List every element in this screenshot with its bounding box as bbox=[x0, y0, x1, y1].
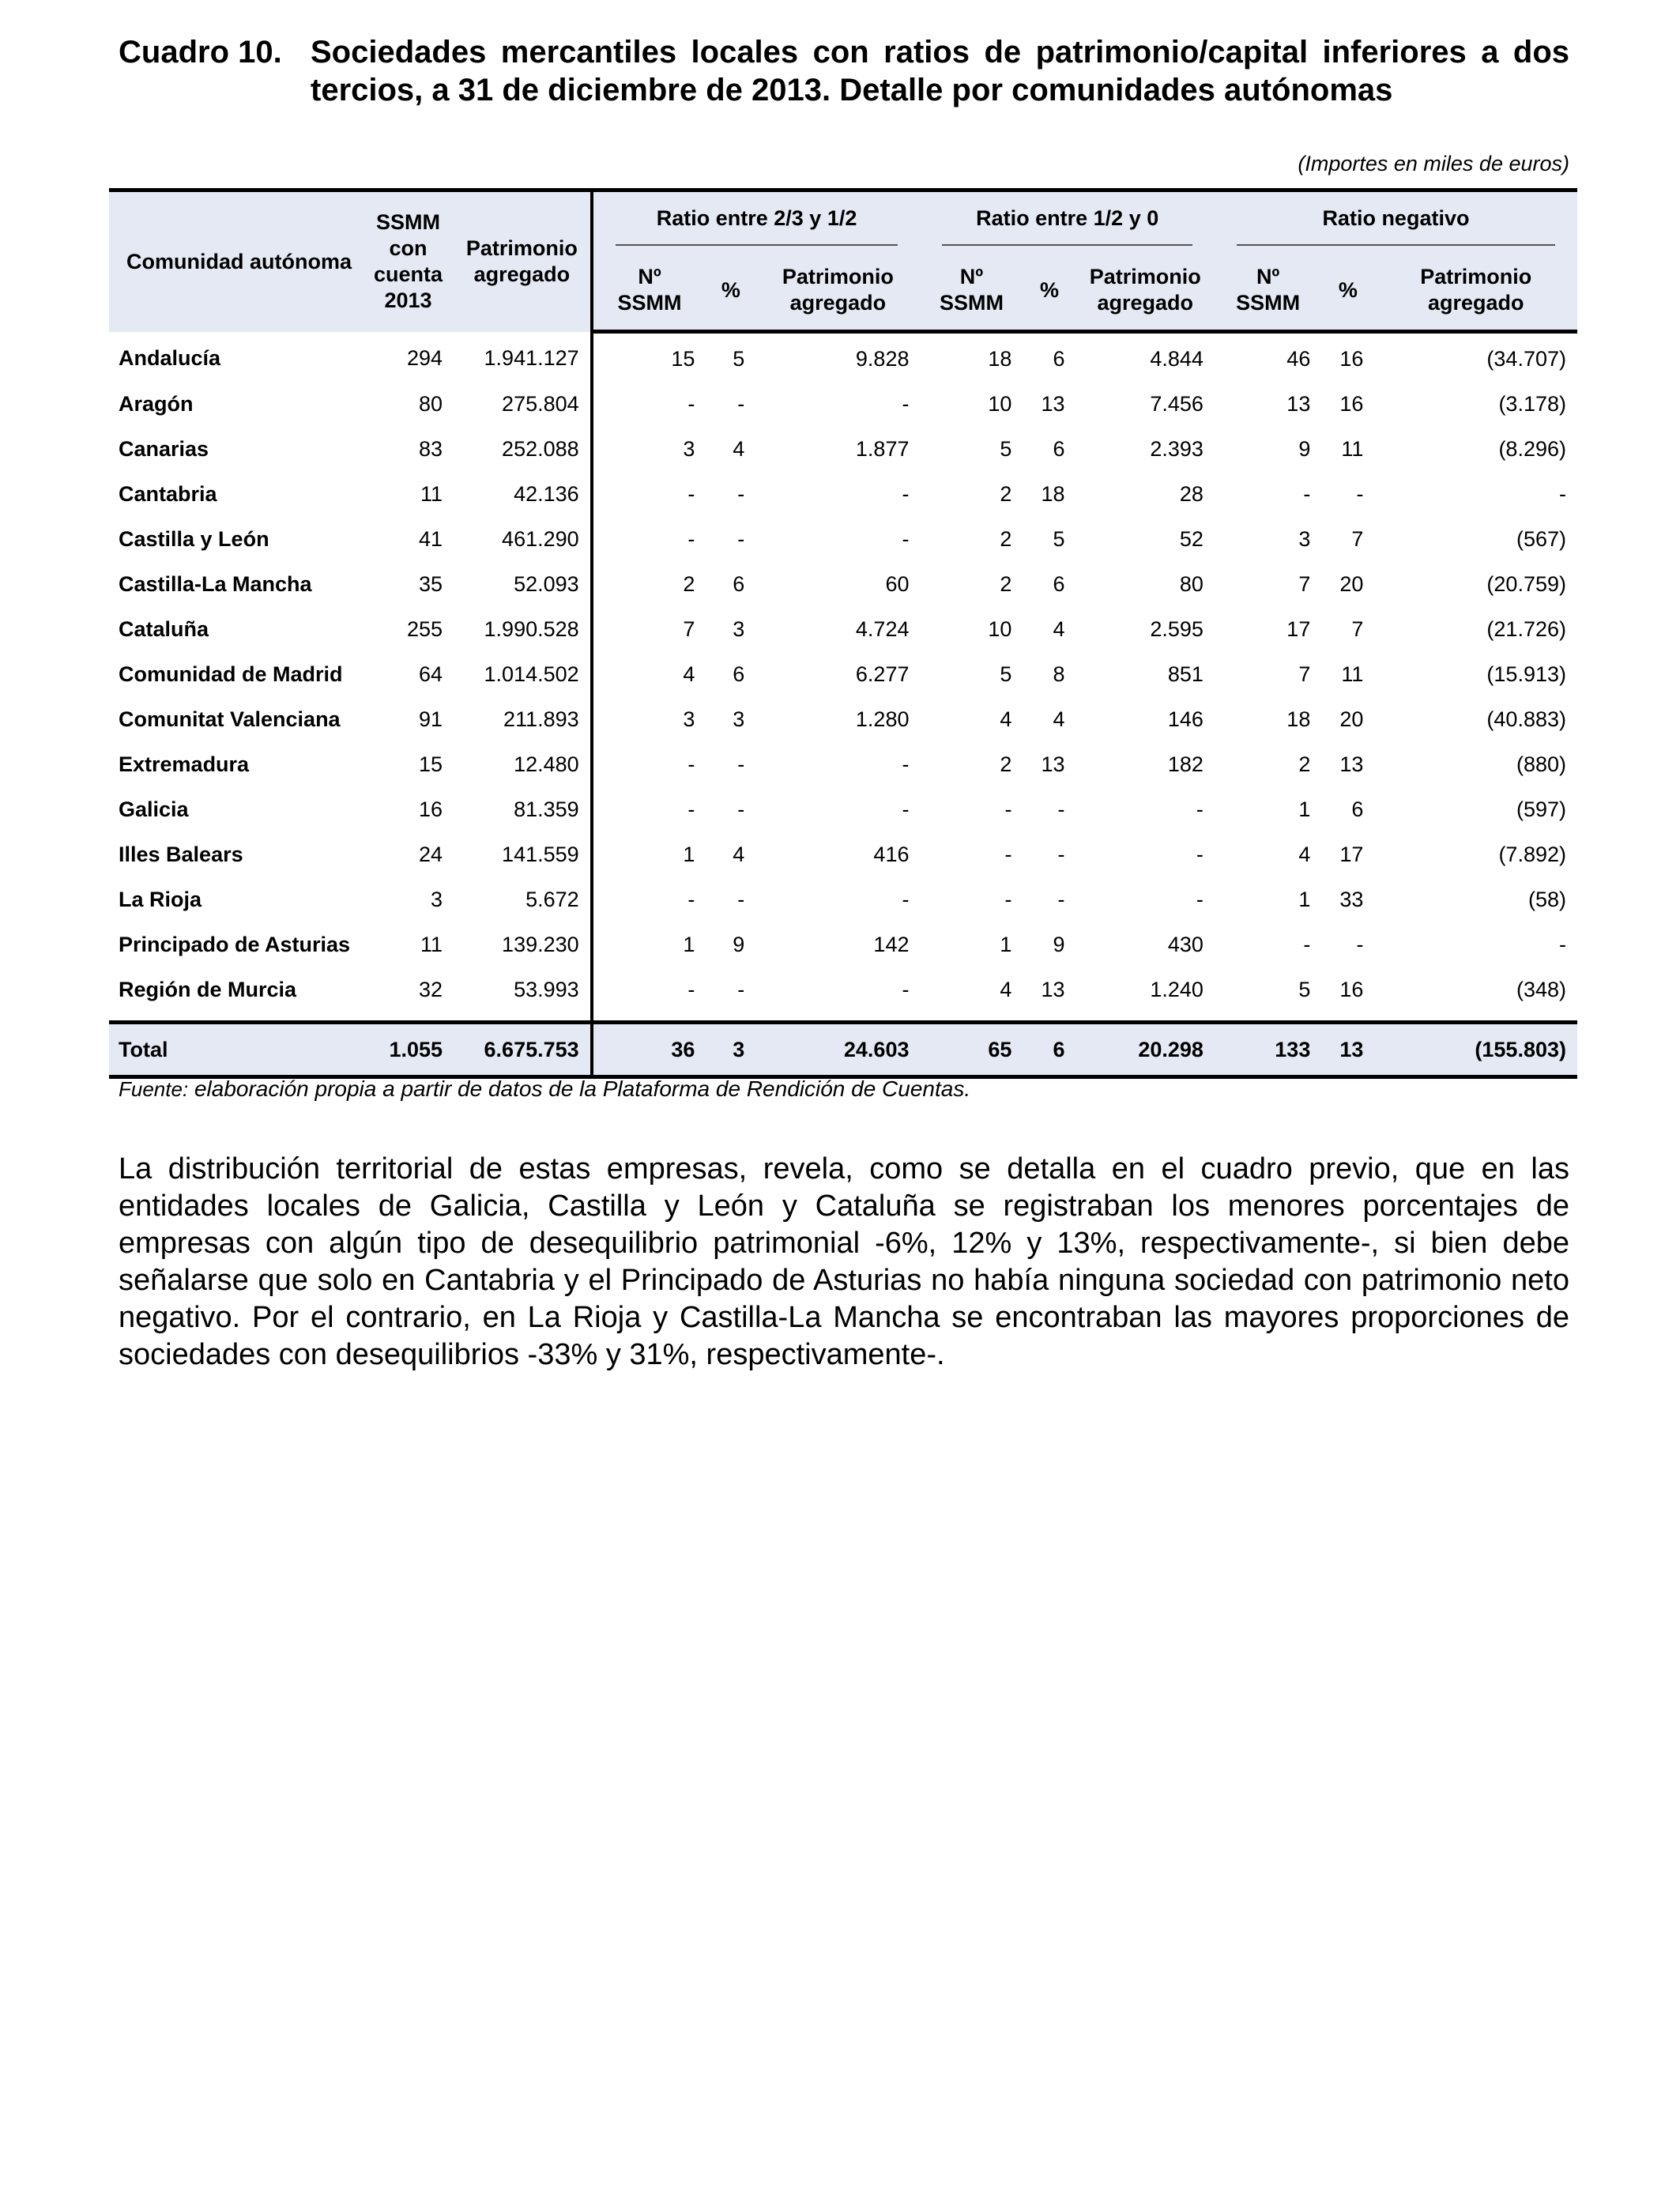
table-cell: - bbox=[902, 527, 910, 551]
table-cell: 6 bbox=[733, 662, 745, 686]
table-row bbox=[109, 562, 1577, 607]
table-cell: 461.290 bbox=[502, 527, 579, 551]
table-cell: 11 bbox=[1341, 437, 1364, 461]
table-caption bbox=[119, 33, 1569, 109]
table-cell: 416 bbox=[873, 843, 910, 866]
row-label: Galicia bbox=[119, 797, 189, 821]
table-cell: 36 bbox=[592, 1023, 706, 1077]
table-cell: 13 bbox=[1041, 978, 1065, 1001]
table-cell: 80 bbox=[418, 392, 443, 416]
table-cell: - bbox=[1356, 933, 1364, 956]
table-cell: 20 bbox=[1339, 572, 1364, 596]
caption-text: Sociedades mercantiles locales con ratios de patrimonio/capital inferiores a dos tercios, a 31 de diciembre de 2013. Detalle por comunidades autónomas bbox=[311, 35, 1569, 107]
table-cell: - bbox=[1004, 843, 1012, 866]
table-cell: 2 bbox=[1000, 482, 1012, 506]
row-label: Canarias bbox=[119, 437, 209, 461]
table-cell: 7 bbox=[1351, 617, 1364, 641]
table-cell: 139.230 bbox=[502, 933, 579, 956]
table-cell: 7 bbox=[1298, 662, 1311, 686]
subheader-patrimonio: Patrimonio agregado bbox=[1076, 251, 1215, 332]
table-cell: 1.055 bbox=[363, 1023, 454, 1077]
table-cell: 7 bbox=[1298, 572, 1311, 596]
table-cell: 3 bbox=[592, 697, 706, 742]
subheader-patrimonio: Patrimonio agregado bbox=[755, 251, 920, 332]
table-cell: - bbox=[592, 382, 706, 427]
table-cell: 8 bbox=[1053, 662, 1065, 686]
row-label: Illes Balears bbox=[119, 843, 243, 866]
table-cell: 3 bbox=[733, 617, 745, 641]
table-cell: 1.240 bbox=[1150, 978, 1203, 1001]
table-cell: - bbox=[1196, 843, 1203, 866]
table-row bbox=[109, 742, 1577, 787]
table-cell: - bbox=[592, 472, 706, 517]
table-cell: - bbox=[902, 797, 910, 821]
table-row bbox=[109, 332, 1577, 383]
table-cell: 11 bbox=[420, 933, 443, 956]
table-cell: (567) bbox=[1516, 527, 1566, 551]
row-label: Castilla-La Mancha bbox=[119, 572, 312, 596]
table-cell: 252.088 bbox=[502, 437, 579, 461]
table-cell: - bbox=[737, 888, 745, 911]
table-cell: - bbox=[1004, 888, 1012, 911]
table-cell: 142 bbox=[873, 933, 910, 956]
table-cell: 7.456 bbox=[1150, 392, 1203, 416]
row-label: Total bbox=[109, 1023, 363, 1077]
table-cell: 2 bbox=[592, 562, 706, 607]
table-body bbox=[109, 332, 1577, 1077]
table-cell: 16 bbox=[1339, 347, 1364, 371]
table-cell: - bbox=[737, 797, 745, 821]
table-cell: 6 bbox=[1053, 572, 1065, 596]
table-cell: - bbox=[902, 978, 910, 1001]
table-cell: 2.595 bbox=[1150, 617, 1203, 641]
table-cell: - bbox=[1057, 843, 1065, 866]
body-paragraph: La distribución territorial de estas empresas, revela, como se detalla en el cuadro previo, que en las entidades locales de Galicia, Castilla y León y Cataluña se registraban los menores porcentajes de empresas con algún tipo de desequilibrio patrimonial -6%, 12% y 13%, respectivamente-, si bien debe señalarse que solo en Cantabria y el Principado de Asturias no había ninguna sociedad con patrimonio neto negativo. Por el contrario, en La Rioja y Castilla-La Mancha se encontraban las mayores proporciones de sociedades con desequilibrios -33% y 31%, respectivamente-. bbox=[119, 1152, 1569, 1371]
table-cell: - bbox=[592, 877, 706, 922]
table-cell: 16 bbox=[1339, 392, 1364, 416]
table-row bbox=[109, 832, 1577, 877]
table-cell: 6 bbox=[1023, 1023, 1075, 1077]
table-cell: 64 bbox=[418, 662, 443, 686]
table-cell: 1 bbox=[1298, 888, 1311, 911]
row-label: Aragón bbox=[119, 392, 194, 416]
table-cell: - bbox=[592, 742, 706, 787]
table-cell: 11 bbox=[1341, 662, 1364, 686]
table-cell: 4 bbox=[1053, 707, 1065, 731]
table-cell: 5 bbox=[1000, 662, 1012, 686]
table-cell: 1 bbox=[592, 922, 706, 967]
table-cell: (40.883) bbox=[1486, 707, 1566, 731]
table-cell: 2 bbox=[1000, 752, 1012, 776]
table-cell: (15.913) bbox=[1486, 662, 1566, 686]
table-cell: 275.804 bbox=[502, 392, 579, 416]
table-cell: 1.941.127 bbox=[484, 345, 579, 370]
table-cell: 7 bbox=[1351, 527, 1364, 551]
table-cell: 2.393 bbox=[1150, 437, 1203, 461]
table-row bbox=[109, 382, 1577, 427]
subheader-n: Nº SSMM bbox=[592, 251, 706, 332]
table-row bbox=[109, 427, 1577, 472]
row-label: Cataluña bbox=[119, 617, 209, 641]
table-cell: - bbox=[737, 392, 745, 416]
table-cell: 3 bbox=[592, 427, 706, 472]
table-cell: 15 bbox=[418, 752, 443, 776]
units-note: (Importes en miles de euros) bbox=[1298, 152, 1569, 175]
table-cell: - bbox=[592, 967, 706, 1012]
table-cell: 4 bbox=[592, 652, 706, 697]
source-note bbox=[119, 1076, 970, 1102]
table-cell: 52 bbox=[1179, 527, 1203, 551]
table-cell: 1 bbox=[1000, 933, 1012, 956]
table-cell: - bbox=[737, 752, 745, 776]
table-cell: 18 bbox=[1286, 707, 1311, 731]
table-cell: 1.014.502 bbox=[484, 662, 579, 686]
table-cell: 13 bbox=[1286, 392, 1311, 416]
table-cell: 16 bbox=[1339, 978, 1364, 1001]
header-ssmm: SSMM con cuenta 2013 bbox=[363, 190, 454, 332]
table-cell: 83 bbox=[418, 437, 443, 461]
table-cell: - bbox=[737, 527, 745, 551]
table-cell: 3 bbox=[733, 707, 745, 731]
table-cell: - bbox=[1196, 888, 1203, 911]
table-cell: - bbox=[1559, 933, 1566, 956]
table-cell: 6.277 bbox=[855, 662, 910, 686]
table-cell: (348) bbox=[1516, 978, 1566, 1001]
source-text: elaboración propia a partir de datos de la Plataforma de Rendición de Cuentas. bbox=[194, 1076, 971, 1101]
table-row bbox=[109, 607, 1577, 652]
table-row bbox=[109, 517, 1577, 562]
table-cell: 1.877 bbox=[855, 437, 910, 461]
table-cell: 24.603 bbox=[755, 1023, 920, 1077]
table-cell: - bbox=[902, 752, 910, 776]
table-row bbox=[109, 967, 1577, 1012]
table-cell: 13 bbox=[1041, 752, 1065, 776]
table-cell: - bbox=[737, 482, 745, 506]
table-cell: - bbox=[902, 888, 910, 911]
table-cell: (7.892) bbox=[1498, 843, 1566, 866]
table-row bbox=[109, 877, 1577, 922]
row-label: Andalucía bbox=[119, 345, 221, 370]
table-cell: 81.359 bbox=[514, 797, 579, 821]
row-label: Cantabria bbox=[119, 482, 217, 506]
table-cell: 65 bbox=[920, 1023, 1023, 1077]
table-cell: 20.298 bbox=[1076, 1023, 1215, 1077]
table-cell: 4 bbox=[1000, 978, 1012, 1001]
table-cell: 6 bbox=[1053, 347, 1065, 371]
table-cell: 3 bbox=[430, 888, 443, 911]
table-cell: 33 bbox=[1339, 888, 1364, 911]
table-cell: 10 bbox=[988, 617, 1012, 641]
table-cell: (21.726) bbox=[1486, 617, 1566, 641]
source-label: Fuente: bbox=[119, 1077, 189, 1101]
data-table bbox=[109, 188, 1577, 1079]
table-cell: 18 bbox=[1041, 482, 1065, 506]
table-cell: 52.093 bbox=[514, 572, 579, 596]
table-cell: - bbox=[1004, 797, 1012, 821]
header-community: Comunidad autónoma bbox=[109, 190, 363, 332]
table-cell: - bbox=[1303, 482, 1311, 506]
header-group-1: Ratio entre 2/3 y 1/2 bbox=[592, 190, 921, 251]
table-cell: 18 bbox=[988, 347, 1012, 371]
table-cell: 2 bbox=[1298, 752, 1311, 776]
table-cell: 20 bbox=[1339, 707, 1364, 731]
table-row bbox=[109, 787, 1577, 832]
table-cell: 91 bbox=[418, 707, 443, 731]
table-cell: 133 bbox=[1215, 1023, 1321, 1077]
table-cell: 13 bbox=[1321, 1023, 1374, 1077]
row-label: Castilla y León bbox=[119, 527, 269, 551]
table-cell: - bbox=[1356, 482, 1364, 506]
spacer-row bbox=[109, 1012, 1577, 1023]
table-cell: 9 bbox=[1053, 933, 1065, 956]
table-cell: (155.803) bbox=[1374, 1023, 1577, 1077]
table-cell: - bbox=[902, 392, 910, 416]
table-cell: 24 bbox=[418, 843, 443, 866]
table-cell: 5 bbox=[1298, 978, 1311, 1001]
table-cell: 5 bbox=[1053, 527, 1065, 551]
table-cell: 2 bbox=[1000, 572, 1012, 596]
table-cell: (20.759) bbox=[1486, 572, 1566, 596]
table-cell: 1.990.528 bbox=[484, 617, 579, 641]
row-label: Principado de Asturias bbox=[119, 933, 351, 956]
table-cell: 11 bbox=[420, 482, 443, 506]
header-group-2: Ratio entre 1/2 y 0 bbox=[920, 190, 1214, 251]
row-label: Comunidad de Madrid bbox=[119, 662, 343, 686]
table-cell: 35 bbox=[418, 572, 443, 596]
header-patrimonio: Patrimonio agregado bbox=[454, 190, 592, 332]
table-cell: 5 bbox=[1000, 437, 1012, 461]
table-cell: 42.136 bbox=[514, 482, 579, 506]
row-label: Región de Murcia bbox=[119, 978, 297, 1001]
table-row bbox=[109, 472, 1577, 517]
table-cell: 5 bbox=[733, 347, 745, 371]
row-label: Comunitat Valenciana bbox=[119, 707, 341, 731]
table-cell: 41 bbox=[418, 527, 443, 551]
table-cell: 1 bbox=[592, 832, 706, 877]
table-cell: 3 bbox=[1298, 527, 1311, 551]
table-cell: - bbox=[1057, 797, 1065, 821]
table-cell: 5.672 bbox=[525, 888, 579, 911]
table-cell: 1.280 bbox=[855, 707, 910, 731]
table-cell: 12.480 bbox=[514, 752, 579, 776]
table-cell: 53.993 bbox=[514, 978, 579, 1001]
caption-number: Cuadro 10. bbox=[119, 35, 282, 70]
table-cell: (34.707) bbox=[1486, 347, 1566, 371]
subheader-pct: % bbox=[1023, 251, 1075, 332]
table-cell: 211.893 bbox=[503, 707, 579, 731]
table-cell: - bbox=[592, 787, 706, 832]
table-cell: 80 bbox=[1179, 572, 1203, 596]
table-cell: (8.296) bbox=[1498, 437, 1566, 461]
table-cell: 6 bbox=[1053, 437, 1065, 461]
table-cell: - bbox=[592, 517, 706, 562]
table-cell: 60 bbox=[885, 572, 910, 596]
row-label: La Rioja bbox=[119, 888, 202, 911]
table-cell: - bbox=[1196, 797, 1203, 821]
table-cell: - bbox=[1303, 933, 1311, 956]
table-cell: 17 bbox=[1286, 617, 1311, 641]
table-cell: - bbox=[1057, 888, 1065, 911]
table-cell: 17 bbox=[1339, 843, 1364, 866]
table-cell: 4 bbox=[1000, 707, 1012, 731]
table-cell: - bbox=[1559, 482, 1566, 506]
header-group-3: Ratio negativo bbox=[1215, 190, 1577, 251]
table-cell: 146 bbox=[1167, 707, 1203, 731]
table-cell: 6 bbox=[1351, 797, 1364, 821]
table-row bbox=[109, 652, 1577, 697]
table-cell: 13 bbox=[1041, 392, 1065, 416]
table-cell: - bbox=[902, 482, 910, 506]
table-cell: 15 bbox=[592, 332, 706, 383]
table-cell: 9 bbox=[1298, 437, 1311, 461]
table-cell: 4.844 bbox=[1150, 347, 1203, 371]
subheader-n: Nº SSMM bbox=[920, 251, 1023, 332]
table-row bbox=[109, 697, 1577, 742]
table-cell: 4 bbox=[733, 843, 745, 866]
row-label: Extremadura bbox=[119, 752, 250, 776]
table-cell: (3.178) bbox=[1498, 392, 1566, 416]
subheader-n: Nº SSMM bbox=[1215, 251, 1321, 332]
table-row bbox=[109, 922, 1577, 967]
table-cell: 6 bbox=[733, 572, 745, 596]
subheader-pct: % bbox=[1321, 251, 1374, 332]
table-total-row bbox=[109, 1023, 1577, 1077]
table-cell: 3 bbox=[706, 1023, 755, 1077]
table-cell: (880) bbox=[1516, 752, 1566, 776]
table-cell: 141.559 bbox=[502, 843, 579, 866]
subheader-patrimonio: Patrimonio agregado bbox=[1374, 251, 1577, 332]
table-cell: 4 bbox=[1053, 617, 1065, 641]
table-cell: 1 bbox=[1298, 797, 1311, 821]
table-cell: 9.828 bbox=[855, 347, 910, 371]
table-cell: (597) bbox=[1516, 797, 1566, 821]
table-cell: (58) bbox=[1527, 888, 1566, 911]
table-cell: 13 bbox=[1339, 752, 1364, 776]
table-cell: 9 bbox=[733, 933, 745, 956]
table-cell: 255 bbox=[406, 617, 443, 641]
table-cell: 182 bbox=[1167, 752, 1203, 776]
table-cell: 2 bbox=[1000, 527, 1012, 551]
table-cell: 16 bbox=[418, 797, 443, 821]
table-cell: 28 bbox=[1179, 482, 1203, 506]
table-cell: 294 bbox=[406, 345, 443, 370]
table-cell: 10 bbox=[988, 392, 1012, 416]
table-cell: 851 bbox=[1167, 662, 1203, 686]
table-cell: 6.675.753 bbox=[454, 1023, 592, 1077]
table-cell: 4.724 bbox=[855, 617, 910, 641]
table-cell: 4 bbox=[1298, 843, 1311, 866]
table-cell: 430 bbox=[1167, 933, 1203, 956]
table-cell: 46 bbox=[1286, 347, 1311, 371]
table-cell: - bbox=[737, 978, 745, 1001]
table-cell: 7 bbox=[592, 607, 706, 652]
table-cell: 32 bbox=[418, 978, 443, 1001]
subheader-pct: % bbox=[706, 251, 755, 332]
table-cell: 4 bbox=[733, 437, 745, 461]
